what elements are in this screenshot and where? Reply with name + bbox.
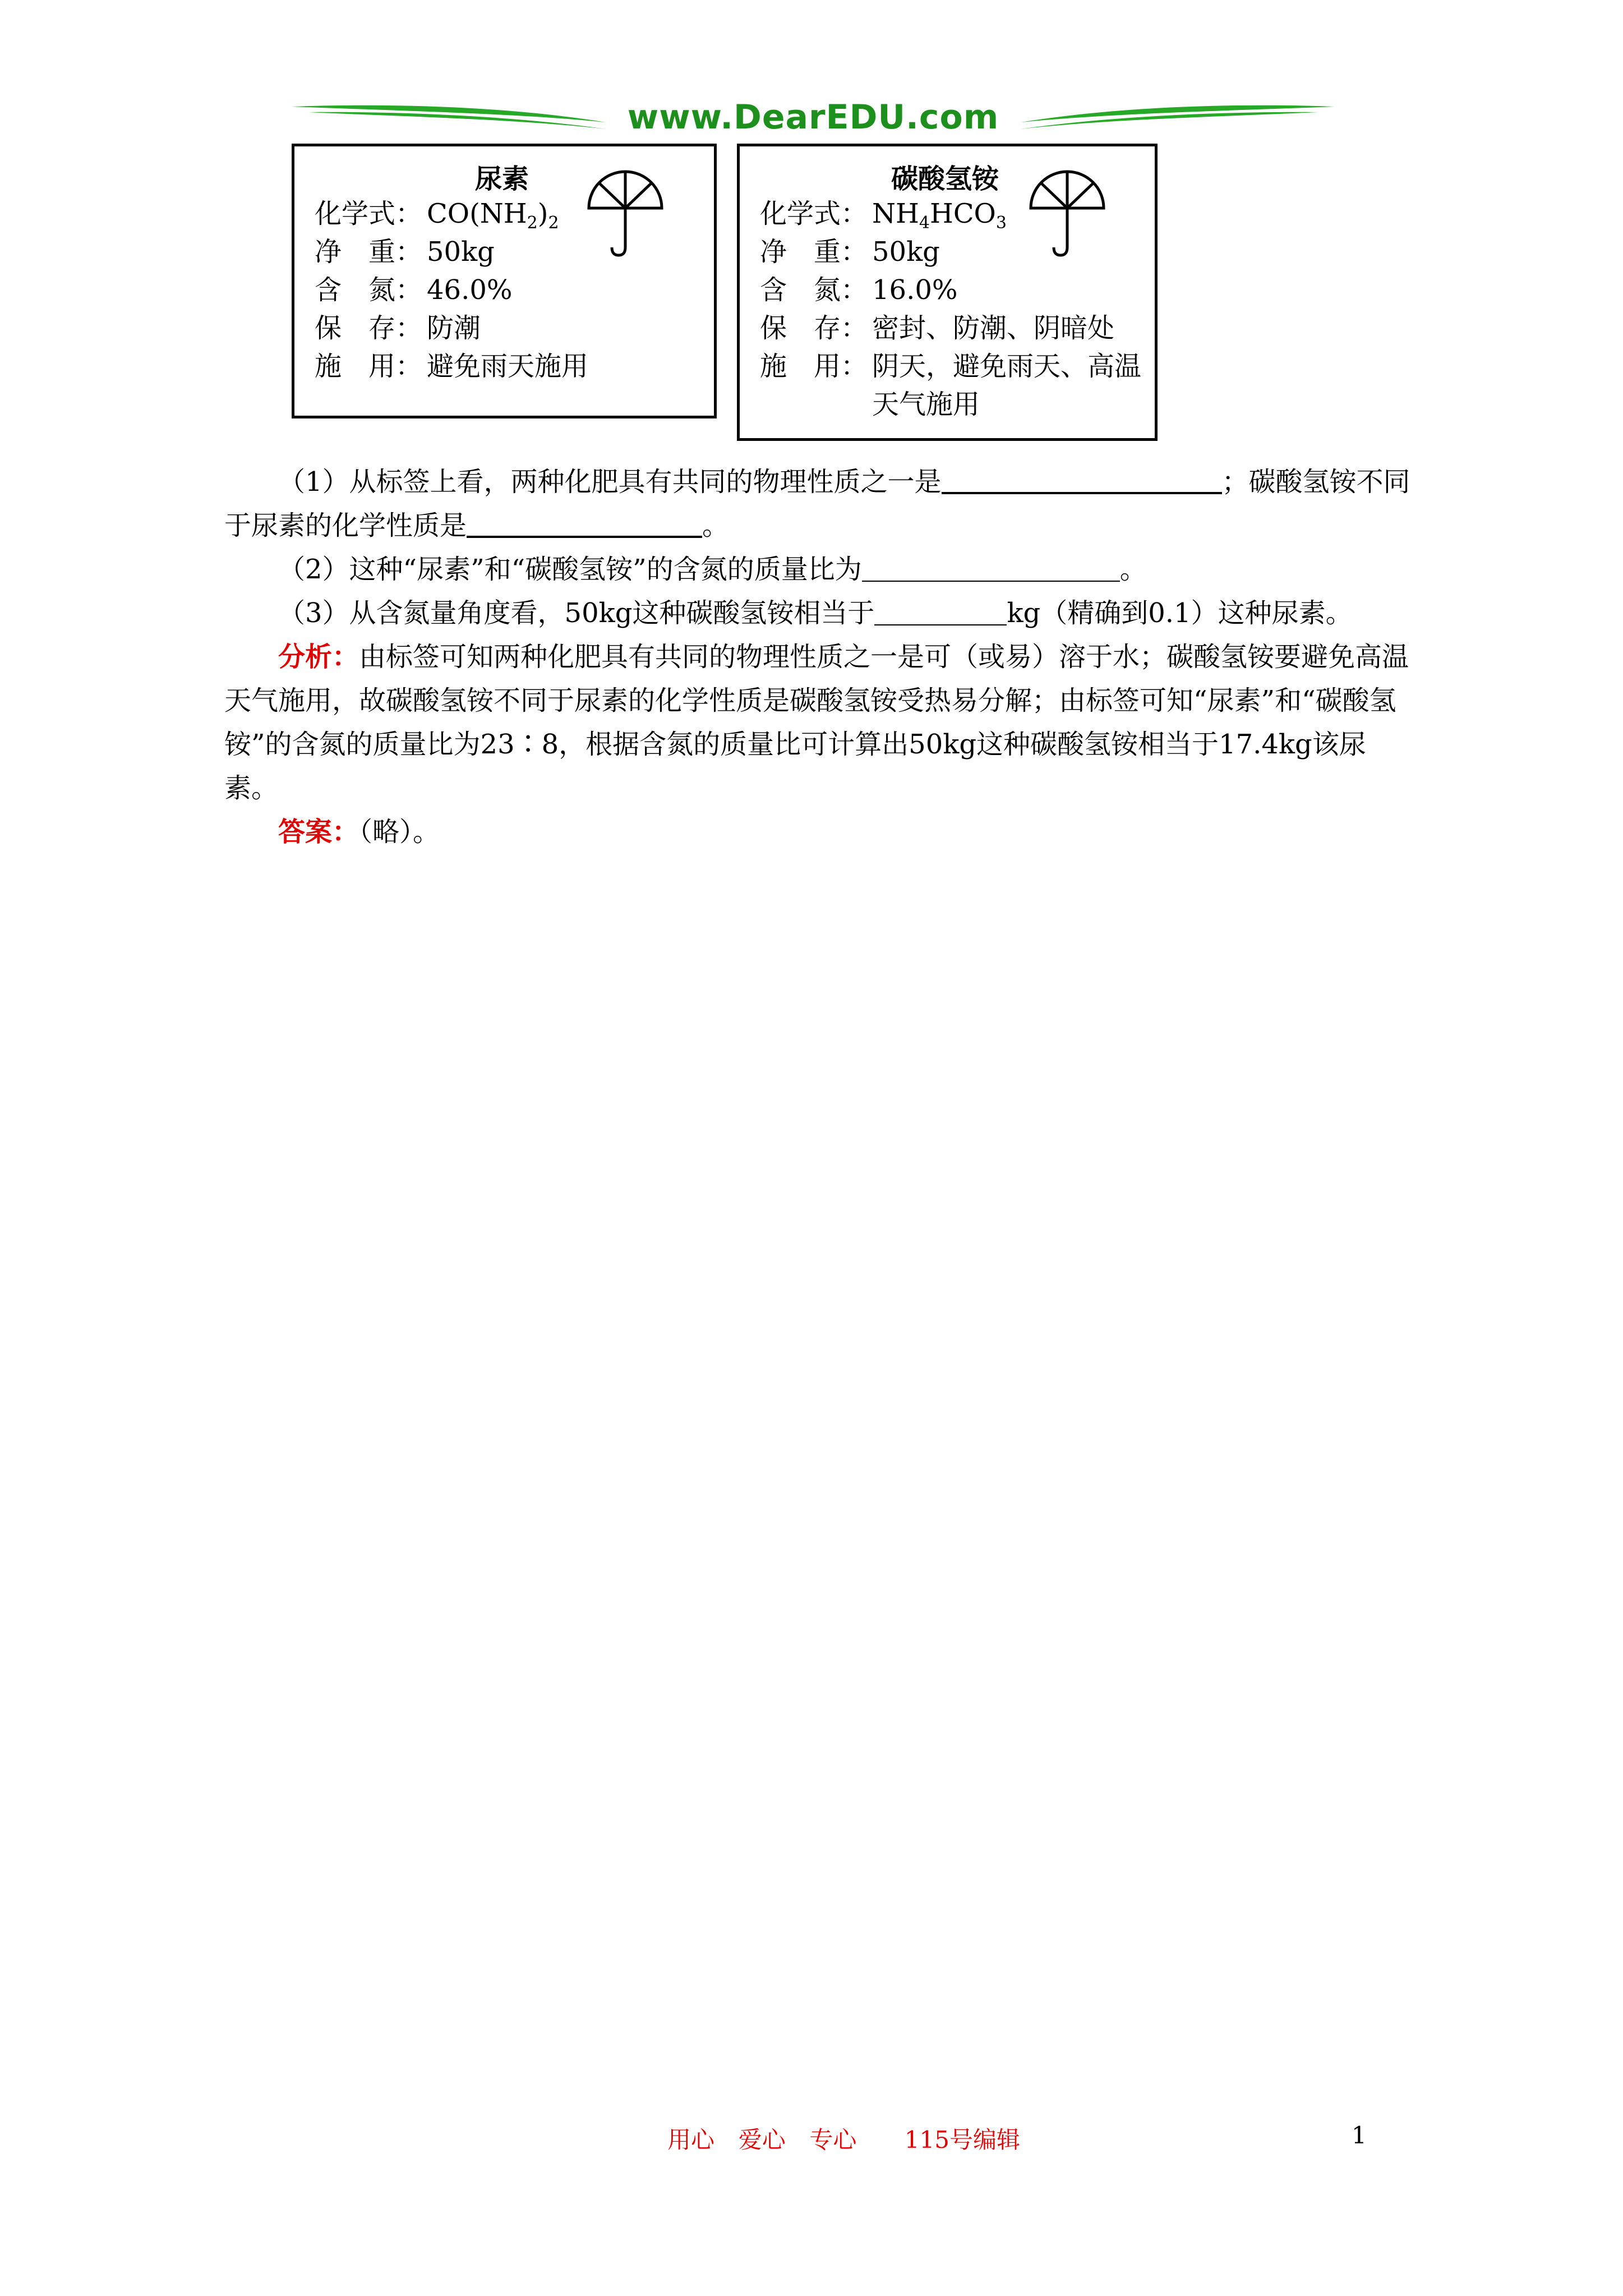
- site-name[interactable]: www.DearEDU.com: [627, 98, 999, 137]
- ammonium-bicarbonate-label-card: [737, 144, 1158, 441]
- analysis-paragraph: [224, 635, 1413, 810]
- net-weight-row: 净 重： 50kg: [315, 236, 495, 268]
- answer-blank-3[interactable]: [874, 595, 1007, 625]
- net-weight-row: 净 重： 50kg: [760, 236, 940, 268]
- storage-row: 保 存： 防潮: [315, 312, 481, 344]
- umbrella-icon: [586, 163, 665, 259]
- answer-blank-1b[interactable]: [467, 507, 702, 538]
- formula-value: $CO(NH_2)_2$: [427, 198, 559, 233]
- formula-label: 化学式：: [315, 198, 423, 229]
- label-title: 尿素: [475, 163, 529, 195]
- usage-row: 施 用： 阴天，避免雨天、高温天气施用: [760, 351, 1142, 420]
- question-2: （2）这种“尿素”和“碳酸氢铵”的含氮的质量比为 。: [224, 547, 1413, 591]
- question-1: （1）从标签上看，两种化肥具有共同的物理性质之一是 ；碳酸氢铵不同于尿素的化学性质是 。: [224, 460, 1413, 547]
- page-footer: 用心 爱心 专心 115号编辑: [667, 2126, 1020, 2154]
- question-3: （3）从含氮量角度看，50kg这种碳酸氢铵相当于 kg（精确到0.1）这种尿素。: [224, 591, 1413, 635]
- analysis-text: 由标签可知两种化肥具有共同的物理性质之一是可（或易）溶于水；碳酸氢铵要避免高温天气施用，故碳酸氢铵不同于尿素的化学性质是碳酸氢铵受热易分解；由标签可知“尿素”和“碳酸氢铵”的含氮的质量比为23∶8，根据含氮的质量比可计算出50kg这种碳酸氢铵相当于17.4kg该尿素。: [224, 641, 1409, 804]
- site-header: [292, 100, 1335, 145]
- answer-paragraph: [224, 810, 1413, 854]
- formula-value: $NH_4HCO_3$: [872, 198, 1007, 233]
- nitrogen-row: 含 氮： 46.0%: [315, 274, 513, 306]
- question-body: [224, 460, 1413, 854]
- label-rows: [315, 195, 588, 385]
- storage-row: 保 存： 密封、防潮、阴暗处: [760, 312, 1115, 344]
- formula-row: [315, 195, 588, 233]
- label-rows: [760, 195, 1152, 424]
- usage-row: 施 用： 避免雨天施用: [315, 351, 589, 382]
- urea-label-card: [292, 144, 717, 418]
- answer-text: （略）。: [359, 816, 440, 848]
- label-title: 碳酸氢铵: [891, 163, 999, 195]
- answer-label: 答案：: [278, 816, 359, 848]
- answer-blank-1a[interactable]: [942, 463, 1222, 494]
- nitrogen-row: 含 氮： 16.0%: [760, 274, 958, 306]
- formula-label: 化学式：: [760, 198, 868, 229]
- page-number: 1: [1352, 2122, 1367, 2149]
- analysis-label: 分析：: [278, 641, 359, 673]
- formula-row: [760, 195, 1152, 233]
- answer-blank-2[interactable]: [862, 551, 1120, 582]
